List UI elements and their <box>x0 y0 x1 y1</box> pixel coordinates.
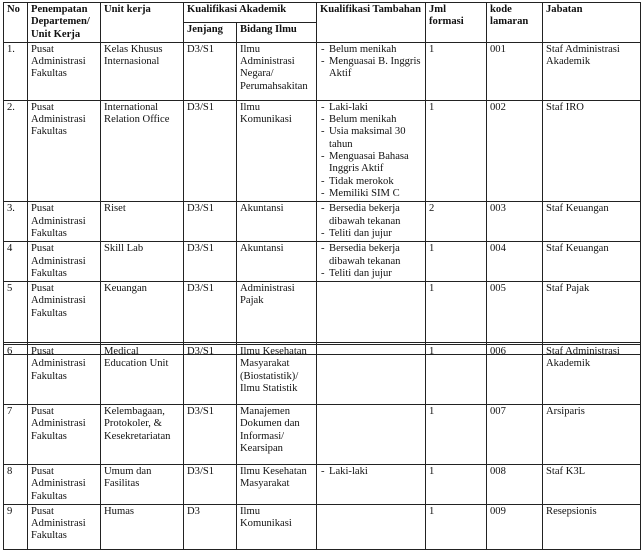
header-jml-formasi: Jml formasi <box>426 3 487 43</box>
cell-unit-kerja: International Relation Office <box>101 100 184 201</box>
job-table-top <box>3 2 641 355</box>
cell-no: 6 <box>4 345 28 405</box>
cell-jabatan: Staf Administrasi Akademik <box>543 42 641 100</box>
kualifikasi-list <box>320 466 422 478</box>
cell-kualifikasi-tambahan <box>317 42 426 100</box>
cell-jenjang: D3/S1 <box>184 282 237 343</box>
cell-kualifikasi-tambahan <box>317 465 426 505</box>
header-jenjang: Jenjang <box>184 22 237 42</box>
cell-bidang-ilmu: Administrasi Pajak <box>237 282 317 343</box>
cell-unit-kerja: Kelas Khusus Internasional <box>101 42 184 100</box>
cell-no: 3. <box>4 202 28 242</box>
cell-jenjang: D3/S1 <box>184 345 237 405</box>
cell-jml-formasi: 1 <box>426 504 487 549</box>
kualifikasi-list <box>320 243 422 280</box>
cell-jml-formasi: 1 <box>426 42 487 100</box>
table-row <box>4 465 641 505</box>
cell-bidang-ilmu: Manajemen Dokumen dan Informasi/ Kearsipan <box>237 405 317 465</box>
cell-jml-formasi: 2 <box>426 202 487 242</box>
kualifikasi-item: - Laki-laki <box>320 466 422 478</box>
cell-bidang-ilmu: Akuntansi <box>237 202 317 242</box>
cell-unit-kerja: Riset <box>101 202 184 242</box>
cell-kode-lamaran: 004 <box>487 242 543 282</box>
cell-unit-kerja: Skill Lab <box>101 242 184 282</box>
kualifikasi-item: - Memiliki SIM C <box>320 188 422 200</box>
cell-jenjang: D3/S1 <box>184 242 237 282</box>
kualifikasi-item: - Laki-laki <box>320 102 422 114</box>
cell-kode-lamaran: 005 <box>487 282 543 343</box>
cell-unit-kerja: Humas <box>101 504 184 549</box>
cell-jenjang: D3/S1 <box>184 42 237 100</box>
cell-jabatan: Staf Keuangan <box>543 242 641 282</box>
cell-kode-lamaran: 007 <box>487 405 543 465</box>
kualifikasi-item: - Usia maksimal 30 tahun <box>320 126 422 151</box>
kualifikasi-list <box>320 44 422 81</box>
cell-kode-lamaran: 001 <box>487 42 543 100</box>
kualifikasi-item: - Teliti dan jujur <box>320 228 422 240</box>
cell-penempatan: Pusat Administrasi Fakultas <box>28 465 101 505</box>
header-penempatan: Penempatan Departemen/ Unit Kerja <box>28 3 101 43</box>
header-jabatan: Jabatan <box>543 3 641 43</box>
cell-no: 5 <box>4 282 28 343</box>
cell-kualifikasi-tambahan <box>317 345 426 405</box>
cell-no: 2. <box>4 100 28 201</box>
header-kualifikasi-akademik: Kualifikasi Akademik <box>184 3 317 23</box>
kualifikasi-item: - Menguasai B. Inggris Aktif <box>320 56 422 81</box>
cell-jml-formasi: 1 <box>426 282 487 343</box>
cell-jabatan: Staf K3L <box>543 465 641 505</box>
cell-kode-lamaran: 008 <box>487 465 543 505</box>
cell-kualifikasi-tambahan <box>317 202 426 242</box>
header-no: No <box>4 3 28 43</box>
table-row <box>4 100 641 201</box>
cell-jml-formasi: 1 <box>426 242 487 282</box>
kualifikasi-item: - Menguasai Bahasa Inggris Aktif <box>320 151 422 176</box>
cell-jml-formasi: 1 <box>426 405 487 465</box>
header-row <box>4 3 641 23</box>
header-unit-kerja: Unit kerja <box>101 3 184 43</box>
cell-no: 8 <box>4 465 28 505</box>
cell-unit-kerja: Umum dan Fasilitas <box>101 465 184 505</box>
cell-kode-lamaran: 006 <box>487 345 543 405</box>
cell-penempatan: Pusat Administrasi Fakultas <box>28 42 101 100</box>
cell-kualifikasi-tambahan <box>317 100 426 201</box>
kualifikasi-item: - Teliti dan jujur <box>320 268 422 280</box>
header-kode-lamaran: kode lamaran <box>487 3 543 43</box>
cell-jenjang: D3/S1 <box>184 465 237 505</box>
cell-bidang-ilmu: Akuntansi <box>237 242 317 282</box>
table-row <box>4 345 641 405</box>
cell-jenjang: D3/S1 <box>184 202 237 242</box>
cell-penempatan: Pusat Administrasi Fakultas <box>28 405 101 465</box>
cell-no: 9 <box>4 504 28 549</box>
cell-unit-kerja: Keuangan <box>101 282 184 343</box>
cell-kualifikasi-tambahan <box>317 405 426 465</box>
cell-jml-formasi: 1 <box>426 100 487 201</box>
cell-penempatan: Pusat Administrasi Fakultas <box>28 100 101 201</box>
cell-bidang-ilmu: Ilmu Administrasi Negara/ Perumahsakitan <box>237 42 317 100</box>
cell-bidang-ilmu: Ilmu Kesehatan Masyarakat (Biostatistik)/ Ilmu Statistik <box>237 345 317 405</box>
header-kualifikasi-tambahan: Kualifikasi Tambahan <box>317 3 426 43</box>
cell-jml-formasi: 1 <box>426 465 487 505</box>
cell-kualifikasi-tambahan <box>317 282 426 343</box>
job-table-bottom <box>3 344 641 550</box>
cell-unit-kerja: Kelembagaan, Protokoler, & Kesekretariatan <box>101 405 184 465</box>
cell-kode-lamaran: 002 <box>487 100 543 201</box>
cell-jenjang: D3/S1 <box>184 100 237 201</box>
cell-penempatan: Pusat Administrasi Fakultas <box>28 242 101 282</box>
cell-unit-kerja: Medical Education Unit <box>101 345 184 405</box>
cell-jabatan: Staf Pajak <box>543 282 641 343</box>
cell-penempatan: Pusat Administrasi Fakultas <box>28 202 101 242</box>
cell-jabatan: Arsiparis <box>543 405 641 465</box>
kualifikasi-item: - Belum menikah <box>320 44 422 56</box>
header-bidang-ilmu: Bidang Ilmu <box>237 22 317 42</box>
cell-jabatan: Staf Keuangan <box>543 202 641 242</box>
cell-bidang-ilmu: Ilmu Komunikasi <box>237 504 317 549</box>
cell-jabatan: Resepsionis <box>543 504 641 549</box>
kualifikasi-item: - Bersedia bekerja dibawah tekanan <box>320 243 422 268</box>
kualifikasi-item: - Tidak merokok <box>320 176 422 188</box>
kualifikasi-list <box>320 102 422 200</box>
kualifikasi-list <box>320 203 422 240</box>
cell-kualifikasi-tambahan <box>317 242 426 282</box>
kualifikasi-item: - Belum menikah <box>320 114 422 126</box>
cell-bidang-ilmu: Ilmu Komunikasi <box>237 100 317 201</box>
cell-jenjang: D3/S1 <box>184 405 237 465</box>
cell-no: 1. <box>4 42 28 100</box>
cell-jml-formasi: 1 <box>426 345 487 405</box>
cell-jabatan: Staf IRO <box>543 100 641 201</box>
cell-bidang-ilmu: Ilmu Kesehatan Masyarakat <box>237 465 317 505</box>
table-row <box>4 202 641 242</box>
cell-penempatan: Pusat Administrasi Fakultas <box>28 282 101 343</box>
table-row <box>4 242 641 282</box>
cell-penempatan: Pusat Administrasi Fakultas <box>28 345 101 405</box>
cell-no: 7 <box>4 405 28 465</box>
table-row <box>4 405 641 465</box>
table-row <box>4 282 641 343</box>
cell-jabatan: Staf Administrasi Akademik <box>543 345 641 405</box>
cell-jenjang: D3 <box>184 504 237 549</box>
cell-kode-lamaran: 009 <box>487 504 543 549</box>
cell-penempatan: Pusat Administrasi Fakultas <box>28 504 101 549</box>
cell-no: 4 <box>4 242 28 282</box>
cell-kode-lamaran: 003 <box>487 202 543 242</box>
kualifikasi-item: - Bersedia bekerja dibawah tekanan <box>320 203 422 228</box>
table-row <box>4 42 641 100</box>
